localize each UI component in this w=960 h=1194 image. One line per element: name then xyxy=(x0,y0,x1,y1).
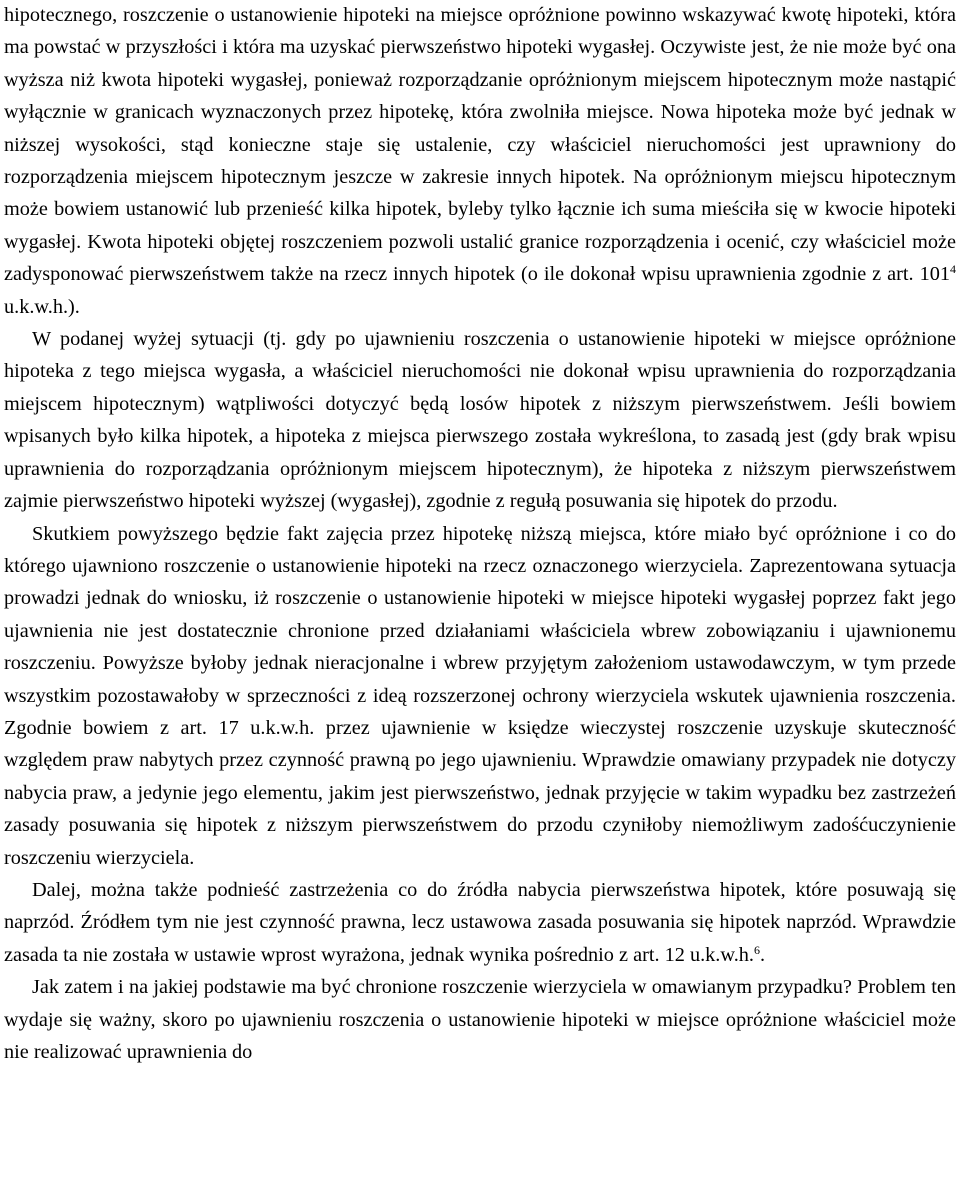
paragraph-2 xyxy=(4,323,956,517)
footnote-ref-6: 6 xyxy=(753,942,760,957)
paragraph-2-text: W podanej wyżej sytuacji (tj. gdy po ujawnieniu roszczenia o ustanowienie hipoteki w miejsce opróżnione hipoteka z tego miejsca wygasła, a właściciel nieruchomości nie dokonał wpisu uprawnienia do rozporządzania miejscem hipotecznym) wątpliwości dotyczyć będą losów hipotek z niższym pierwszeństwem. Jeśli bowiem wpisanych było kilka hipotek, a hipoteka z miejsca pierwszego została wykreślona, to zasadą jest (gdy brak wpisu uprawnienia do rozporządzania opróżnionym miejscem hipotecznym), że hipoteka z niższym pierwszeństwem zajmie pierwszeństwo hipoteki wyższej (wygasłej), zgodnie z regułą posuwania się hipotek do przodu. xyxy=(4,328,956,513)
paragraph-5-text: Jak zatem i na jakiej podstawie ma być chronione roszczenie wierzyciela w omawianym przypadku? Problem ten wydaje się ważny, skoro po ujawnieniu roszczenia o ustanowienie hipoteki w miejsce opróżnione właściciel może nie realizować uprawnienia do xyxy=(4,976,956,1063)
paragraph-4-text: Dalej, można także podnieść zastrzeżenia co do źródła nabycia pierwszeństwa hipotek, które posuwają się naprzód. Źródłem tym nie jest czynność prawna, lecz ustawowa zasada posuwania się hipotek naprzód. Wprawdzie zasada ta nie została w ustawie wprost wyrażona, jednak wynika pośrednio z art. 12 u.k.w.h. xyxy=(4,878,956,966)
paragraph-4-tail: . xyxy=(759,943,766,966)
paragraph-3 xyxy=(4,518,956,874)
paragraph-3-text: Skutkiem powyższego będzie fakt zajęcia przez hipotekę niższą miejsca, które miało być opróżnione i co do którego ujawniono roszczenie o ustanowienie hipoteki na rzecz oznaczonego wierzyciela. Zaprezentowana sytuacja prowadzi jednak do wniosku, iż roszczenie o ustanowienie hipoteki w miejsce hipoteki wygasłej poprzez fakt jego ujawnienia nie jest dostatecznie chronione przed działaniami właściciela wbrew zobowiązaniu i ujawnionemu roszczeniu. Powyższe byłoby jednak nieracjonalne i wbrew przyjętym założeniom ustawodawczym, w tym przede wszystkim pozostawałoby w sprzeczności z ideą rozszerzonej ochrony wierzyciela wskutek ujawnienia roszczenia. Zgodnie bowiem z art. 17 u.k.w.h. przez ujawnienie w księdze wieczystej roszczenie uzyskuje skuteczność względem praw nabytych przez czynność prawną po jego ujawnieniu. Wprawdzie omawiany przypadek nie dotyczy nabycia praw, a jedynie jego elementu, jakim jest pierwszeństwo, jednak przyjęcie w takim wypadku bez zastrzeżeń zasady posuwania się hipotek z niższym pierwszeństwem do przodu czyniłoby niemożliwym zadośćuczynienie roszczeniu wierzyciela. xyxy=(4,522,956,869)
paragraph-1-text: hipotecznego, roszczenie o ustanowienie hipoteki na miejsce opróżnione powinno wskazywać kwotę hipoteki, która ma powstać w przyszłości i która ma uzyskać pierwszeństwo hipoteki wygasłej. Oczywiste jest, że nie może być ona wyższa niż kwota hipoteki wygasłej, ponieważ rozporządzanie opróżnionym miejscem hipotecznym może nastąpić wyłącznie w granicach wyznaczonych przez hipotekę, która zwolniła miejsce. Nowa hipoteka może być jednak w niższej wysokości, stąd konieczne staje się ustalenie, czy właściciel nieruchomości jest uprawniony do rozporządzenia miejscem hipotecznym jeszcze w zakresie innych hipotek. Na opróżnionym miejscu hipotecznym może bowiem ustanowić lub przenieść kilka hipotek, byleby tylko łącznie ich suma mieściła się w kwocie hipoteki wygasłej. Kwota hipoteki objętej roszczeniem pozwoli ustalić granice rozporządzenia i ocenić, czy właściciel może zadysponować pierwszeństwem także na rzecz innych hipotek (o ile dokonał wpisu uprawnienia zgodnie z art. 101 xyxy=(4,4,956,286)
paragraph-1-tail: u.k.w.h.). xyxy=(4,295,80,318)
paragraph-4 xyxy=(4,874,956,971)
paragraph-5 xyxy=(4,971,956,1068)
footnote-ref-4: 4 xyxy=(950,262,956,277)
paragraph-1 xyxy=(4,0,956,323)
